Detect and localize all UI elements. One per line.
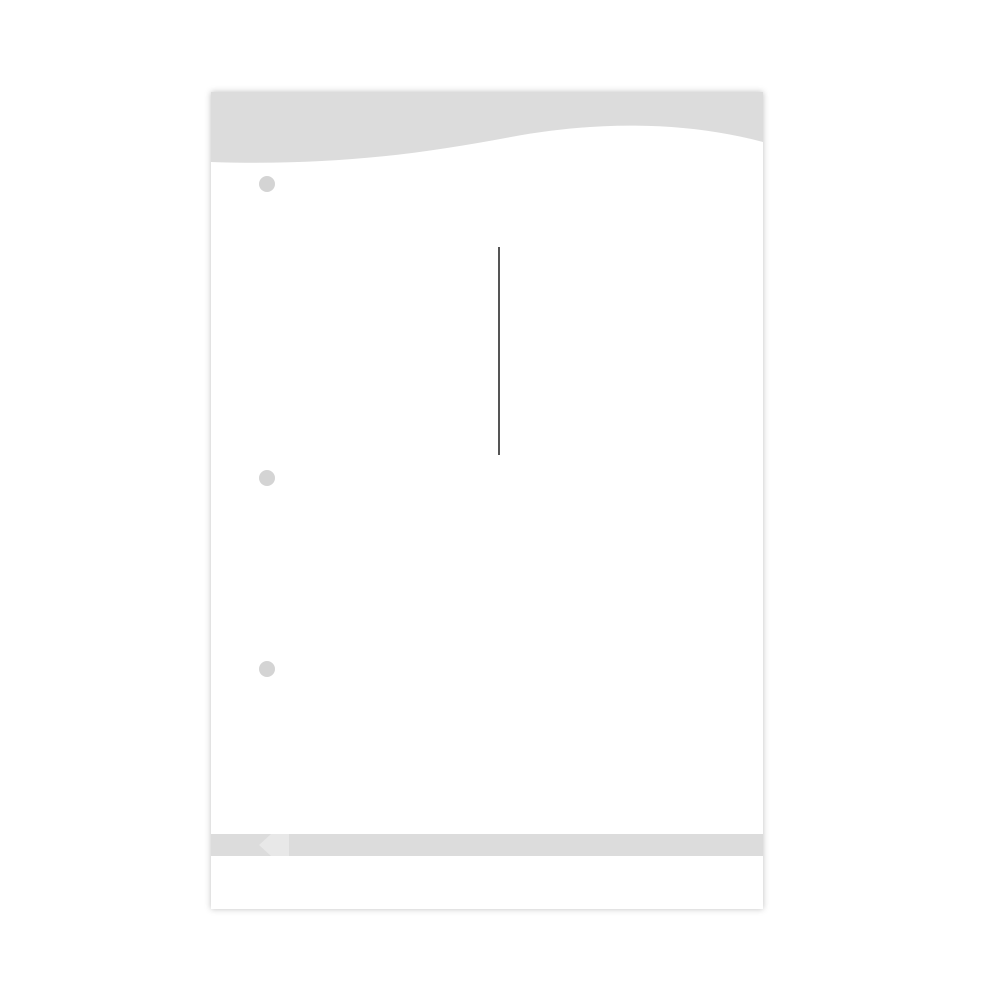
dot-grid-drawings xyxy=(211,92,763,832)
footer-band xyxy=(211,834,763,856)
workbook-page xyxy=(211,92,763,909)
page-tab-arrow xyxy=(259,834,289,856)
